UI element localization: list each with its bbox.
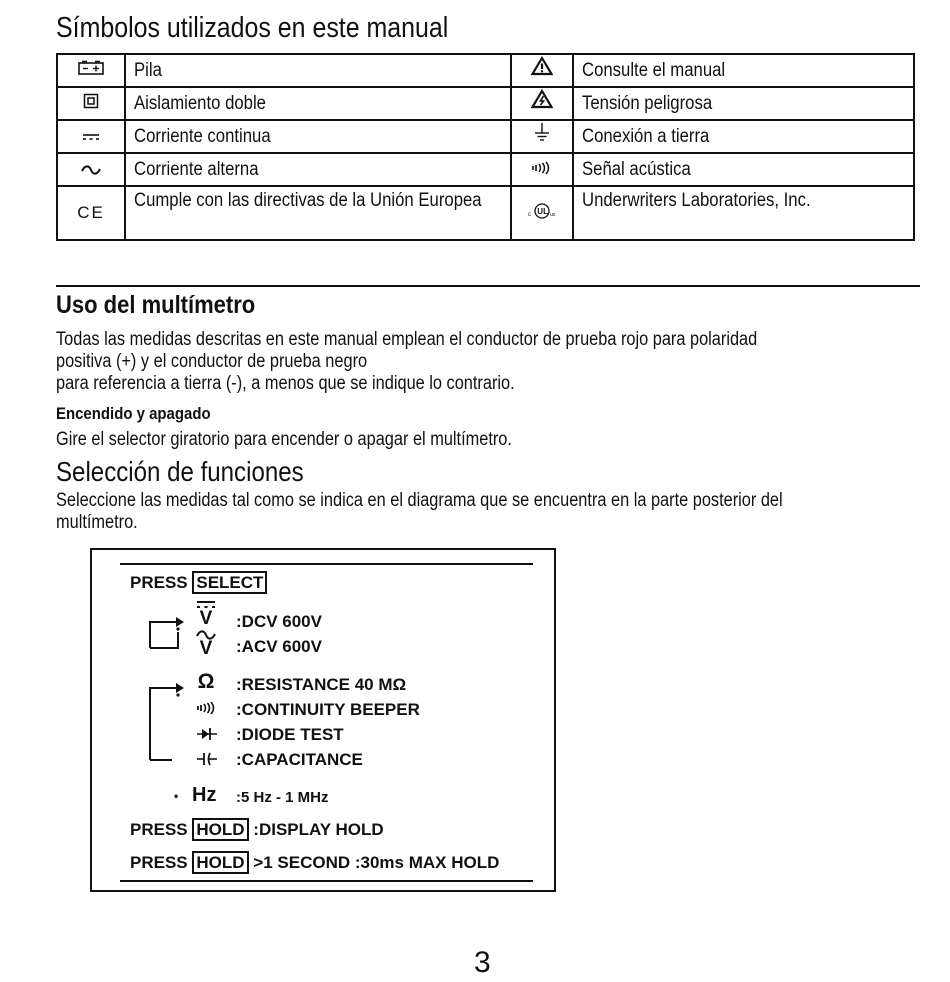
symbol-description: Tensión peligrosa [573, 87, 914, 120]
volt-symbol: V [199, 638, 213, 659]
ohm-symbol: Ω [197, 670, 215, 693]
diode-label: :DIODE TEST [236, 725, 344, 744]
symbol-description: Cumple con las directivas de la Unión Europea [125, 186, 511, 240]
uso-paragraph-line: Todas las medidas descritas en este manual emplean el conductor de prueba rojo para polaridad [56, 329, 758, 350]
svg-text:c: c [528, 211, 531, 218]
symbol-description: Aislamiento doble [125, 87, 511, 120]
symbol-description: Consulte el manual [573, 54, 914, 87]
dcv-label: :DCV 600V [236, 612, 322, 631]
symbol-description: Señal acústica [573, 153, 914, 186]
symbols-table [56, 53, 915, 241]
svg-text:us: us [550, 211, 556, 218]
seleccion-text-line: Seleccione las medidas tal como se indica en el diagrama que se encuentra en la parte posterior del [56, 490, 783, 511]
encendido-title: Encendido y apagado [56, 404, 211, 423]
svg-text:UL: UL [537, 206, 548, 216]
capacitance-label: :CAPACITANCE [236, 750, 363, 769]
uso-paragraph-line: positiva (+) y el conductor de prueba negro [56, 351, 368, 372]
symbols-section-title: Símbolos utilizados en este manual [56, 12, 449, 44]
battery-icon [57, 54, 125, 87]
ce-mark-icon: CE [57, 186, 125, 240]
seleccion-text-line: multímetro. [56, 512, 138, 533]
dc-icon [57, 120, 125, 153]
press-select-line: PRESS SELECT [130, 573, 267, 593]
table-row [57, 54, 914, 87]
ul-mark-icon [511, 186, 573, 240]
diagram-bottom-rule [120, 880, 533, 882]
diagram-top-rule [120, 563, 533, 565]
beeper-icon [196, 701, 218, 715]
volt-symbol: V [199, 608, 213, 629]
ac-icon [57, 153, 125, 186]
hold-key: HOLD [192, 818, 248, 841]
symbol-description: Corriente alterna [125, 153, 511, 186]
uso-paragraph-line: para referencia a tierra (-), a menos que se indique lo contrario. [56, 373, 515, 394]
table-row [57, 153, 914, 186]
capacitor-icon [196, 752, 218, 766]
hz-range-label: :5 Hz - 1 MHz [236, 789, 329, 806]
voltage-cycle-bracket-icon [146, 608, 186, 652]
symbol-description: Pila [125, 54, 511, 87]
hz-symbol: Hz [192, 784, 217, 806]
function-selection-diagram [90, 548, 556, 892]
press-hold-max-line: PRESS HOLD >1 SECOND :30ms MAX HOLD [130, 853, 500, 872]
page-number: 3 [474, 946, 491, 979]
hazardous-voltage-icon [511, 87, 573, 120]
select-key: SELECT [192, 571, 267, 594]
table-row [57, 120, 914, 153]
resistance-label: :RESISTANCE 40 MΩ [236, 675, 407, 694]
continuity-label: :CONTINUITY BEEPER [236, 700, 420, 719]
seleccion-title: Selección de funciones [56, 456, 304, 487]
table-row [57, 87, 914, 120]
press-hold-line: PRESS HOLD :DISPLAY HOLD [130, 820, 384, 839]
bullet: • [174, 789, 179, 803]
hold-key: HOLD [192, 851, 248, 874]
diode-icon [196, 727, 218, 741]
section-divider [56, 285, 920, 287]
ground-icon [511, 120, 573, 153]
caution-triangle-icon [511, 54, 573, 87]
symbol-description: Conexión a tierra [573, 120, 914, 153]
encendido-text: Gire el selector giratorio para encender o apagar el multímetro. [56, 429, 512, 450]
double-insulation-icon [57, 87, 125, 120]
symbol-description: Underwriters Laboratories, Inc. [573, 186, 914, 240]
uso-title: Uso del multímetro [56, 291, 256, 319]
resistance-cycle-bracket-icon [146, 674, 186, 764]
table-row [57, 186, 914, 240]
symbol-description: Corriente continua [125, 120, 511, 153]
acv-label: :ACV 600V [236, 637, 322, 656]
beeper-icon [511, 153, 573, 186]
